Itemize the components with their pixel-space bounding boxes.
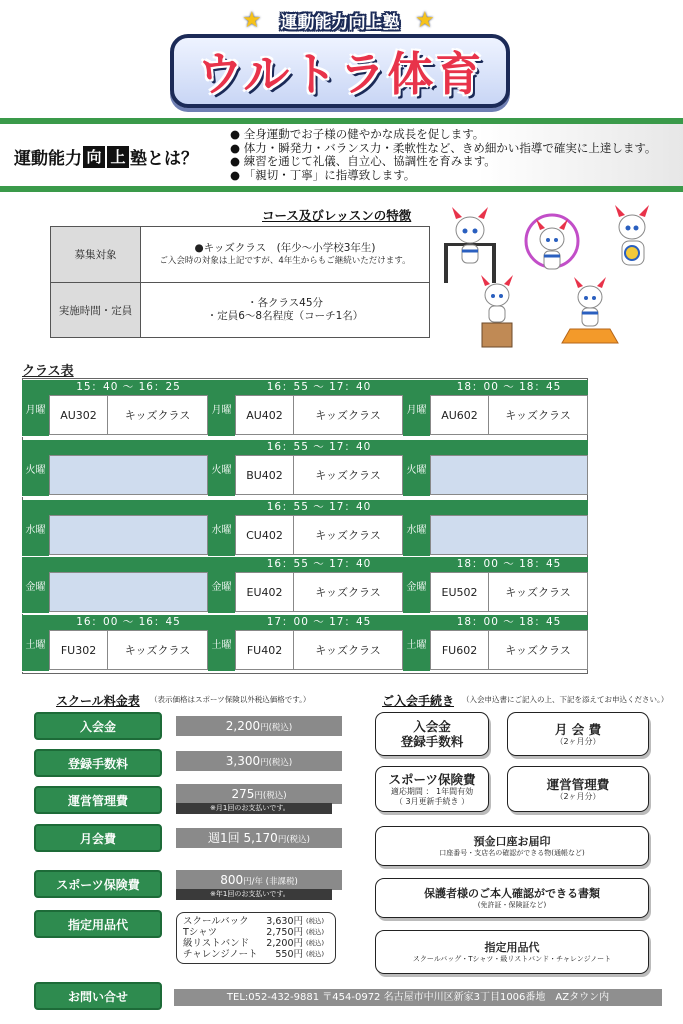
fee-value bbox=[176, 828, 342, 848]
entry-box-label: 登録手数料 bbox=[400, 734, 464, 749]
mascot-icon bbox=[481, 275, 513, 347]
mascot-icon bbox=[615, 205, 649, 265]
star-icon: ★ bbox=[242, 8, 262, 33]
supply-tax: (税込) bbox=[306, 928, 325, 936]
course-sub: ご入会時の対象は上記ですが、4年生からもご継続いただけます。 bbox=[159, 255, 411, 266]
fee-label-insurance: スポーツ保険費 bbox=[34, 870, 162, 898]
table-row bbox=[51, 227, 429, 283]
day-label: 土曜 bbox=[22, 615, 49, 672]
list-item: ● 「親切・丁寧」に指導致します。 bbox=[230, 169, 656, 183]
supply-tax: (税込) bbox=[306, 950, 325, 958]
entry-box-label: 指定用品代 bbox=[484, 940, 540, 954]
contact-info: TEL:052-432-9881 〒454-0972 名古屋市中川区新家3丁目1006番地 AZタウン内 bbox=[174, 989, 662, 1006]
time-slot: 16：55 ～ 17：40 bbox=[235, 380, 403, 395]
entry-box-monthly bbox=[507, 712, 649, 756]
supply-name: スクールバック bbox=[183, 916, 249, 927]
entry-box-management bbox=[507, 766, 649, 812]
fee-label-supplies: 指定用品代 bbox=[34, 910, 162, 938]
class-name: キッズクラス bbox=[124, 644, 191, 657]
class-cell bbox=[235, 515, 403, 555]
empty-slot bbox=[49, 515, 208, 555]
course-head: 実施時間・定員 bbox=[51, 283, 141, 337]
class-cell bbox=[49, 395, 208, 435]
mascot-illustrations bbox=[440, 205, 680, 355]
day-label: 月曜 bbox=[22, 380, 49, 437]
class-name: キッズクラス bbox=[124, 409, 191, 422]
entry-box-sub: （2ヶ月分） bbox=[555, 791, 601, 801]
course-body bbox=[141, 227, 429, 282]
time-slot: 18：00 ～ 18：45 bbox=[430, 380, 588, 395]
class-cell bbox=[235, 630, 403, 670]
entry-box-label: スポーツ保険費 bbox=[388, 771, 476, 787]
about-heading-part: 塾とは？ bbox=[130, 149, 198, 169]
day-label: 土曜 bbox=[208, 615, 235, 672]
entry-box-label: 月 会 費 bbox=[554, 721, 602, 737]
class-code: EU502 bbox=[431, 573, 489, 611]
fee-label-management: 運営管理費 bbox=[34, 786, 162, 814]
logo-subtitle: 運動能力向上塾 bbox=[280, 13, 400, 33]
divider bbox=[0, 186, 683, 192]
day-label: 火曜 bbox=[22, 440, 49, 497]
about-heading-box: 向 bbox=[83, 146, 105, 168]
supply-price: 2,200円 bbox=[266, 938, 303, 949]
class-name: キッズクラス bbox=[315, 586, 381, 599]
fee-label-registration: 登録手数料 bbox=[34, 749, 162, 777]
fee-amount: 週1回 5,170 bbox=[208, 831, 278, 845]
time-slot: 17：00 ～ 17：45 bbox=[235, 615, 403, 630]
course-sub: ・定員6〜8名程度（コーチ1名） bbox=[206, 310, 364, 322]
time-slot: 16：55 ～ 17：40 bbox=[235, 557, 403, 572]
entry-box-bank-seal bbox=[375, 826, 649, 866]
course-main: ・各クラス45分 bbox=[246, 297, 324, 309]
fee-unit: 円(税込) bbox=[277, 835, 310, 845]
about-heading-box: 上 bbox=[107, 146, 129, 168]
course-body bbox=[141, 283, 429, 337]
supply-tax: (税込) bbox=[306, 939, 325, 947]
time-slot bbox=[430, 440, 588, 455]
fee-unit: 円(税込) bbox=[254, 791, 287, 801]
entry-box-sub: 口座番号・支店名の確認ができる物(通帳など) bbox=[439, 848, 585, 857]
day-label: 水曜 bbox=[403, 500, 430, 557]
day-label: 金曜 bbox=[208, 557, 235, 614]
course-head: 募集対象 bbox=[51, 227, 141, 282]
empty-slot bbox=[430, 455, 588, 495]
entry-box-insurance bbox=[375, 766, 489, 812]
class-name: キッズクラス bbox=[505, 644, 571, 657]
class-name: キッズクラス bbox=[315, 469, 381, 482]
class-cell bbox=[49, 630, 208, 670]
supply-price: 2,750円 bbox=[266, 927, 303, 938]
logo bbox=[170, 34, 510, 108]
class-cell bbox=[430, 572, 588, 612]
supply-tax: (税込) bbox=[306, 917, 325, 925]
supplies-list bbox=[176, 912, 336, 964]
fee-amount: 3,300 bbox=[225, 754, 261, 768]
mascot-icon bbox=[444, 207, 496, 283]
mascot-icon bbox=[526, 215, 578, 269]
day-label: 火曜 bbox=[403, 440, 430, 497]
fee-amount: 275 bbox=[231, 787, 255, 801]
entry-box-sub: （ 3月更新手続き ） bbox=[394, 796, 470, 806]
class-code: BU402 bbox=[236, 456, 294, 494]
time-slot bbox=[49, 500, 208, 515]
supply-name: Tシャツ bbox=[183, 927, 218, 938]
contact-label: お問い合せ bbox=[34, 982, 162, 1010]
fee-label-monthly: 月会費 bbox=[34, 824, 162, 852]
class-code: CU402 bbox=[236, 516, 294, 554]
day-label: 水曜 bbox=[22, 500, 49, 557]
list-item bbox=[183, 927, 329, 938]
fee-unit: 円(税込) bbox=[260, 723, 293, 733]
divider bbox=[0, 118, 683, 124]
entry-box-label: 運営管理費 bbox=[546, 776, 610, 792]
fee-value bbox=[176, 716, 342, 736]
list-item: ● 練習を通じて礼儀、自立心、協調性を育みます。 bbox=[230, 155, 656, 169]
logo-title: ウルトラ体育 bbox=[196, 47, 484, 101]
class-cell bbox=[235, 395, 403, 435]
about-points bbox=[230, 128, 656, 182]
entry-title: ご入会手続き bbox=[382, 694, 455, 708]
entry-box-sub: 適応期間 ： 1年間有効 bbox=[390, 786, 474, 796]
table-row bbox=[51, 283, 429, 337]
supply-price: 3,630円 bbox=[266, 916, 303, 927]
about-heading bbox=[14, 144, 198, 169]
class-code: FU302 bbox=[50, 631, 108, 669]
class-code: AU602 bbox=[431, 396, 489, 434]
entry-box-label: 預金口座お届印 bbox=[473, 834, 551, 848]
day-label: 土曜 bbox=[403, 615, 430, 672]
fee-amount: 800 bbox=[220, 873, 244, 887]
time-slot: 18：00 ～ 18：45 bbox=[430, 615, 588, 630]
course-table bbox=[50, 226, 430, 338]
empty-slot bbox=[49, 572, 208, 612]
time-slot: 16：00 ～ 16：45 bbox=[49, 615, 208, 630]
entry-box-sub: スクールバッグ・Tシャツ・級リストバンド・チャレンジノート bbox=[412, 954, 612, 963]
empty-slot bbox=[430, 515, 588, 555]
class-name: キッズクラス bbox=[505, 586, 571, 599]
list-item: ● 全身運動でお子様の健やかな成長を促します。 bbox=[230, 128, 656, 142]
day-label: 火曜 bbox=[208, 440, 235, 497]
about-heading-part: 運動能力 bbox=[14, 149, 82, 169]
class-code: AU402 bbox=[236, 396, 294, 434]
entry-box-supplies bbox=[375, 930, 649, 974]
class-name: キッズクラス bbox=[315, 409, 381, 422]
time-slot: 16：55 ～ 17：40 bbox=[235, 440, 403, 455]
class-cell bbox=[430, 395, 588, 435]
day-label: 金曜 bbox=[22, 557, 49, 614]
fees-title: スクール料金表 bbox=[56, 694, 140, 708]
class-cell bbox=[235, 455, 403, 495]
class-name: キッズクラス bbox=[315, 644, 381, 657]
entry-box-label: 入会金 bbox=[413, 719, 451, 734]
time-slot: 15：40 ～ 16：25 bbox=[49, 380, 208, 395]
day-label: 金曜 bbox=[403, 557, 430, 614]
supply-price: 550円 bbox=[275, 949, 303, 960]
fee-unit: 円/年 (非課税) bbox=[243, 877, 298, 887]
time-slot bbox=[49, 440, 208, 455]
day-label: 月曜 bbox=[403, 380, 430, 437]
list-item: ● 体力・瞬発力・バランス力・柔軟性など、きめ細かい指導で確実に上達します。 bbox=[230, 142, 656, 156]
course-main: ●キッズクラス (年少〜小学校3年生) bbox=[194, 241, 376, 254]
fee-label-entrance: 入会金 bbox=[34, 712, 162, 740]
class-cell bbox=[430, 630, 588, 670]
course-title: コース及びレッスンの特徴 bbox=[262, 208, 412, 223]
class-cell bbox=[235, 572, 403, 612]
class-name: キッズクラス bbox=[505, 409, 571, 422]
fee-value bbox=[176, 784, 342, 804]
entry-box-sub: (免許証・保険証など) bbox=[477, 900, 547, 909]
class-code: EU402 bbox=[236, 573, 294, 611]
fee-value bbox=[176, 751, 342, 771]
list-item bbox=[183, 916, 329, 927]
time-slot: 16：55 ～ 17：40 bbox=[235, 500, 403, 515]
fee-unit: 円(税込) bbox=[260, 758, 293, 768]
day-label: 月曜 bbox=[208, 380, 235, 437]
class-code: AU302 bbox=[50, 396, 108, 434]
time-slot bbox=[430, 500, 588, 515]
fees-title-note: （表示価格はスポーツ保険以外税込価格です。） bbox=[150, 695, 311, 704]
time-slot: 18：00 ～ 18：45 bbox=[430, 557, 588, 572]
entry-box-fees bbox=[375, 712, 489, 756]
entry-box-label: 保護者様のご本人確認ができる書類 bbox=[424, 886, 600, 900]
time-slot bbox=[49, 557, 208, 572]
class-table-title: クラス表 bbox=[22, 364, 74, 379]
entry-box-id-document bbox=[375, 878, 649, 918]
fee-amount: 2,200 bbox=[225, 719, 261, 733]
fee-note: ※年1回のお支払いです。 bbox=[176, 889, 332, 900]
empty-slot bbox=[49, 455, 208, 495]
class-code: FU602 bbox=[431, 631, 489, 669]
supply-name: 級リストバンド bbox=[183, 938, 250, 949]
class-name: キッズクラス bbox=[315, 529, 381, 542]
list-item bbox=[183, 938, 329, 949]
fee-value bbox=[176, 870, 342, 890]
entry-title-note: （入会申込書にご記入の上、下記を添えてお申込ください。） bbox=[462, 695, 669, 704]
day-label: 水曜 bbox=[208, 500, 235, 557]
list-item bbox=[183, 949, 329, 960]
supply-name: チャレンジノート bbox=[183, 949, 258, 960]
entry-box-sub: （2ヶ月分） bbox=[555, 736, 601, 746]
fee-note: ※月1回のお支払いです。 bbox=[176, 803, 332, 814]
mascot-icon bbox=[562, 277, 618, 343]
star-icon: ★ bbox=[415, 8, 435, 33]
class-code: FU402 bbox=[236, 631, 294, 669]
